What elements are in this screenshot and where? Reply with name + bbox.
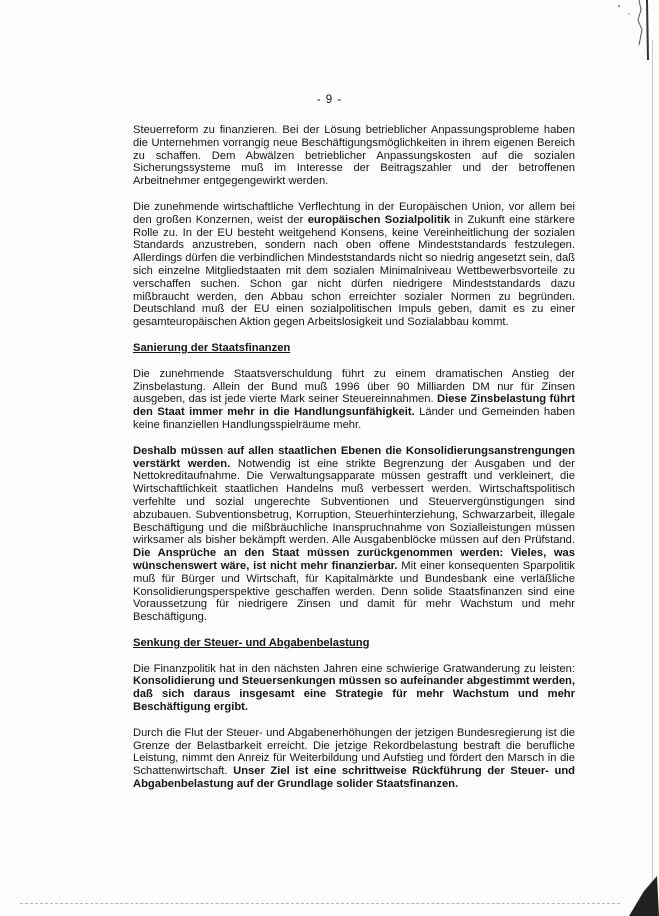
paragraph	[133, 445, 575, 624]
section-heading: Sanierung der Staatsfinanzen	[133, 341, 291, 354]
text-run: Notwendig ist eine strikte Begrenzung der Ausgaben und der Nettokreditaufnahme. Die Verwaltungsapparate müssen gestrafft und verkleinert, die Wirtschaftlichkeit staatlichen Handelns muß verbessert werden. Wirtschaftspolitisch verfehlte und sozial ungerechte Subventionen und Steuervergünstigungen sind abzubauen. Subventionsbetrug, Korruption, Steuerhinterziehung, Schwarzarbeit, illegale Beschäftigung und die mißbräuchliche Inanspruchnahme von Sozialleistungen müssen wirksamer als bisher bekämpft werden. Alle Ausgabenblöcke müssen auf den Prüfstand.	[133, 457, 576, 547]
text-run: Länder und Gemeinden haben keine finanziellen Handlungsspielräume mehr.	[133, 406, 575, 431]
bold-text: Diese Zinsbelastung führt den Staat immer mehr in die Handlungsunfähigkeit.	[133, 393, 575, 419]
bold-text: Konsolidierung und Steuersenkungen müssen so aufeinander abgestimmt werden, daß sich daraus insgesamt eine Strategie für mehr Wachstum und mehr Beschäftigung ergibt.	[133, 675, 575, 714]
scan-edge-line	[652, 40, 653, 890]
scan-corner-artifact	[589, 0, 659, 60]
text-run: Mit einer konsequenten Sparpolitik muß für Bürger und Wirtschaft, für Kapitalmärkte und Bundesbank eine verläßliche Konsolidierungsperspektive geschaffen werden. Denn solide Staatsfinanzen sind eine Voraussetzung für niedrigere Zinsen und damit für mehr Wachstum und mehr Beschäftigung.	[133, 559, 575, 624]
body-text	[133, 124, 575, 804]
bold-text: Unser Ziel ist eine schrittweise Rückführung der Steuer- und Abgabenbelastung auf der Grundlage solider Staatsfinanzen.	[133, 765, 575, 791]
paragraph	[133, 368, 575, 432]
scan-corner-mark	[609, 866, 659, 916]
text-run: Durch die Flut der Steuer- und Abgabenerhöhungen der jetzigen Bundesregierung ist die Grenze der Belastbarkeit erreicht. Die jetzige Rekordbelastung bestraft die berufliche Leistung, nimmt den Anreiz für Weiterbildung und Aufstieg und fördert den Marsch in die Schattenwirtschaft.	[133, 726, 575, 778]
page-number: - 9 -	[316, 94, 343, 106]
paragraph	[133, 663, 575, 714]
bold-text: europäischen Sozialpolitik	[307, 213, 451, 226]
paragraph	[133, 124, 575, 188]
text-run: Die Finanzpolitik hat in den nächsten Jahren eine schwierige Gratwanderung zu leisten:	[133, 662, 575, 675]
paragraph	[133, 727, 575, 791]
section-heading: Senkung der Steuer- und Abgabenbelastung	[133, 636, 370, 649]
bold-text: Deshalb müssen auf allen staatlichen Ebenen die Konsolidierungsanstrengungen verstärkt werden.	[133, 444, 575, 470]
text-run: Steuerreform zu finanzieren. Bei der Lösung betrieblicher Anpassungsprobleme haben die Unternehmen vorrangig neue Beschäftigungsmöglichkeiten in ihrem eigenen Bereich zu schaffen. Dem Abwälzen betrieblicher Anpassungskosten auf die sozialen Sicherungssysteme muß im Interesse der Beitragszahler und der betroffenen Arbeitnehmer entgegengewirkt werden.	[133, 124, 575, 188]
text-run: Die zunehmende Staatsverschuldung führt zu einem dramatischen Anstieg der Zinsbelastung. Allein der Bund muß 1996 über 90 Milliarden DM nur für Zinsen ausgeben, das ist jede vierte Mark seiner Steuereinnahmen.	[133, 367, 575, 406]
text-run: Die zunehmende wirtschaftliche Verflechtung in der Europäischen Union, vor allem bei den großen Konzernen, weist der	[133, 200, 575, 226]
scan-bottom-edge	[20, 902, 620, 904]
text-run: in Zukunft eine stärkere Rolle zu. In der EU besteht weitgehend Konsens, keine Vereinheitlichung der sozialen Standards anzustreben, sondern nach oben offene Mindeststandards festzulegen. Allerdings dürfen die verbindlichen Mindeststandards nicht so niedrig angesetzt sein, daß sich einzelne Mitgliedstaaten mit dem sozialen Minimalniveau Wettbewerbsvorteile zu verschaffen suchen. Schon gar nicht dürfen niedrigere Mindeststandards dazu mißbraucht werden, den Abbau schon erreichter sozialer Normen zu begründen. Deutschland muß der EU einen sozialpolitischen Impuls geben, damit es zu einer gesamteuropäischen Aktion gegen Arbeitslosigkeit und Sozialabbau kommt.	[133, 213, 576, 329]
paragraph	[133, 201, 575, 329]
bold-text: Die Ansprüche an den Staat müssen zurückgenommen werden: Vieles, was wünschenswert wäre, ist nicht mehr finanzierbar.	[133, 547, 575, 572]
